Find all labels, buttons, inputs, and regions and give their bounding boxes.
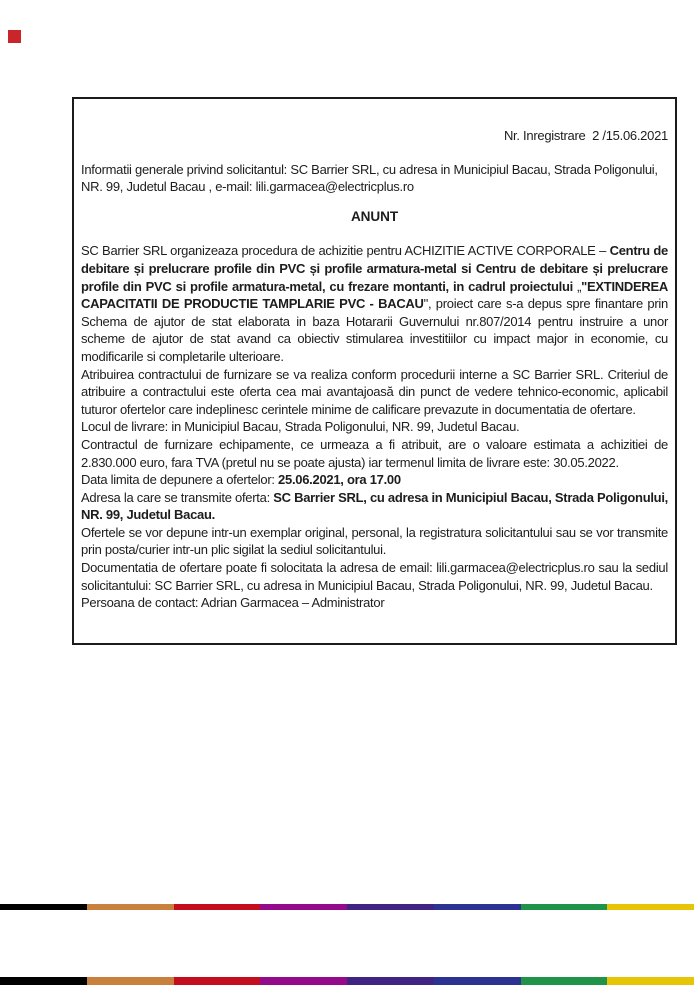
stripe-segment	[521, 904, 608, 910]
paragraph	[81, 366, 668, 419]
text-segment: ", proiect care s-a depus spre finantare prin Schema de ajutor de stat elaborata in baza Hotararii Guvernului nr.807/2014 pentru instruire a unor scheme de ajutor de stat avand ca obiectiv stimularea investitiilor cu impact major in economie, cu modificarile si completarile ulterioare.	[81, 296, 668, 364]
paragraph	[81, 418, 668, 436]
stripe-segment	[607, 904, 694, 910]
stripe-segment	[347, 977, 434, 985]
stripe-segment	[260, 904, 347, 910]
registration-number: Nr. Inregistrare 2 /15.06.2021	[503, 128, 668, 143]
stripe-segment	[0, 904, 87, 910]
stripe-segment	[174, 977, 261, 985]
bold-text-segment: "EXTINDEREA CAPACITATII DE PRODUCTIE TAMPLARIE PVC - BACAU	[81, 278, 668, 312]
paragraph	[81, 489, 668, 524]
paragraph	[81, 559, 668, 594]
bold-text-segment: 25.06.2021, ora 17.00	[278, 472, 401, 488]
stripe-segment	[0, 977, 87, 985]
text-segment: Documentatia de ofertare poate fi solocitata la adresa de email: lili.garmacea@electricplus.ro sau la sediul solicitantului: SC Barrier SRL, cu adresa in Municipiul Bacau, Strada Poligonului, NR. 99, Judetul Bacau.	[81, 560, 668, 593]
stripe-segment	[434, 904, 521, 910]
text-segment: SC Barrier SRL organizeaza procedura de achizitie pentru ACHIZITIE ACTIVE CORPORALE –	[81, 243, 610, 259]
stripe-segment	[87, 977, 174, 985]
footer-stripe-top	[0, 904, 694, 910]
document-box	[72, 97, 677, 645]
paragraph	[81, 594, 668, 612]
paragraph	[81, 242, 668, 365]
text-segment: Atribuirea contractului de furnizare se va realiza conform procedurii interne a SC Barrier SRL. Criteriul de atribuire a contractului este oferta cea mai avantajoasă din punct de vedere tehnico-economic, aplicabil tuturor ofertelor care indeplinesc cerintele minime de calificare prevazute in documentatia de ofertare.	[81, 366, 668, 417]
text-segment: Persoana de contact: Adrian Garmacea – Administrator	[81, 595, 385, 611]
text-segment: Contractul de furnizare echipamente, ce urmeaza a fi atribuit, are o valoare estimata a achizitiei de 2.830.000 euro, fara TVA (pretul nu se poate ajusta) iar termenul limita de livrare este: 30.05.2022.	[81, 436, 668, 470]
red-square-logo	[8, 30, 21, 43]
stripe-segment	[87, 904, 174, 910]
paragraph	[81, 524, 668, 559]
document-body	[81, 242, 668, 611]
text-segment: Ofertele se vor depune intr-un exemplar original, personal, la registratura solicitantului sau se vor transmite prin posta/curier intr-un plic sigilat la sediul solicitantului.	[81, 524, 668, 558]
text-segment: Data limita de depunere a ofertelor:	[81, 472, 279, 488]
stripe-segment	[260, 977, 347, 985]
bold-text-segment: Centru de debitare și prelucrare profile din PVC și profile armatura-metal si Centru de debitare și prelucrare profile din PVC si profile armatura-metal, cu frezare montanti, in cadrul proiectului	[81, 243, 668, 294]
bold-text-segment: SC Barrier SRL, cu adresa in Municipiul Bacau, Strada Poligonului, NR. 99, Judetul Bacau.	[81, 489, 669, 523]
stripe-segment	[521, 977, 608, 985]
page-title: ANUNT	[350, 208, 399, 224]
stripe-segment	[174, 904, 261, 910]
stripe-segment	[434, 977, 521, 985]
text-segment: Adresa la care se transmite oferta:	[81, 489, 274, 505]
footer-stripe-bottom	[0, 977, 694, 985]
stripe-segment	[347, 904, 434, 910]
paragraph	[81, 471, 668, 489]
paragraph	[81, 436, 668, 471]
text-segment: Locul de livrare: in Municipiul Bacau, Strada Poligonului, NR. 99, Judetul Bacau.	[81, 419, 520, 435]
stripe-segment	[607, 977, 694, 985]
applicant-info: Informatii generale privind solicitantul: SC Barrier SRL, cu adresa in Municipiul Bacau, Strada Poligonului, NR. 99, Judetul Bacau , e-mail: lili.garmacea@electricplus.ro	[81, 161, 658, 195]
text-segment: „	[577, 278, 582, 294]
